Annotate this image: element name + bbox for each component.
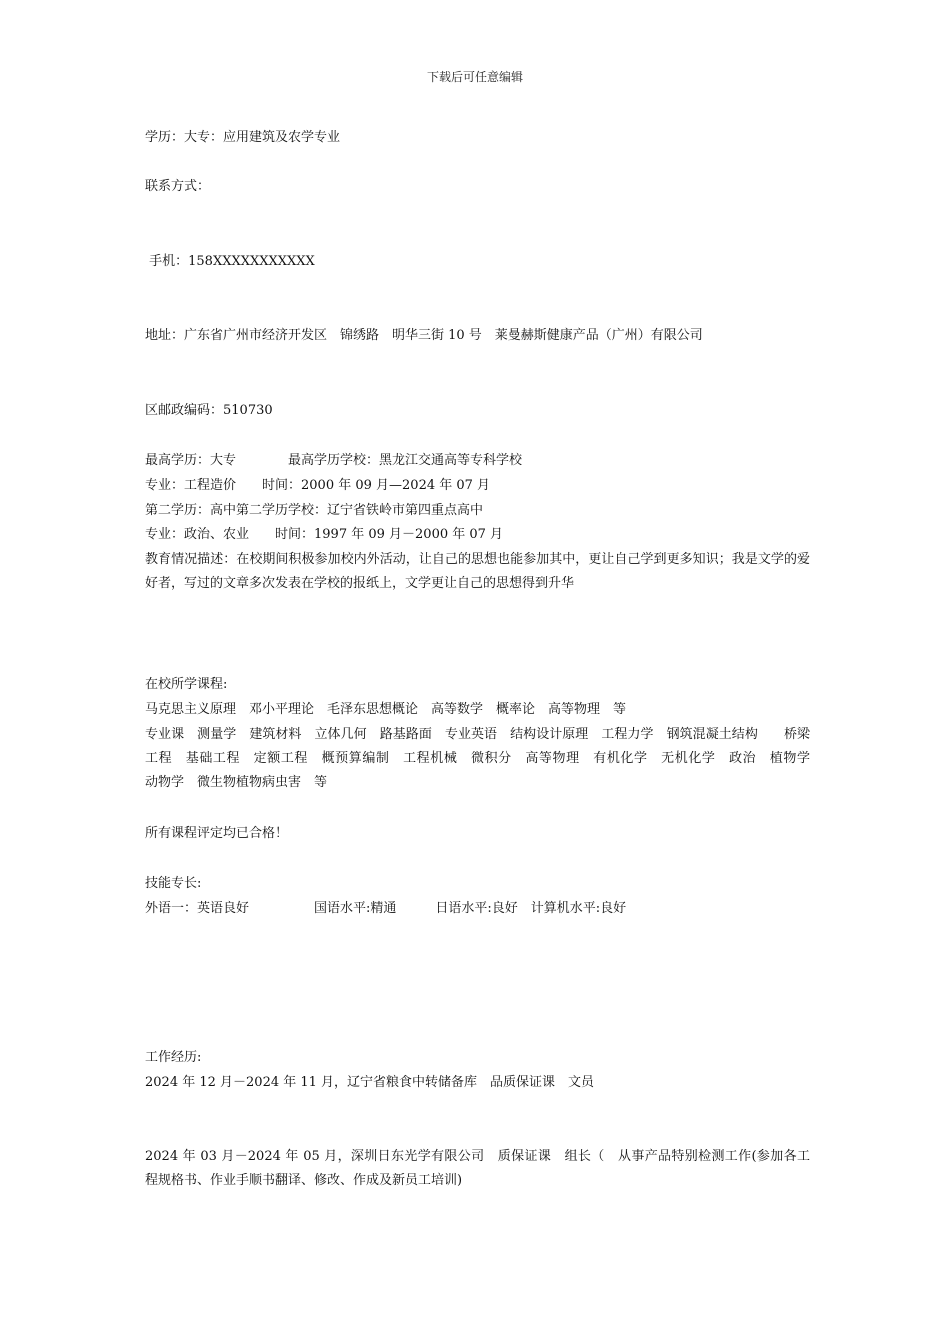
education-description: 教育情况描述：在校期间积极参加校内外活动，让自己的思想也能参加其中，更让自己学到更多知识；我是文学的爱好者，写过的文章多次发表在学校的报纸上，文学更让自己的思想得到升华 [145,552,810,591]
courses-result: 所有课程评定均已合格！ [145,826,289,841]
contact-postal-code: 区邮政编码：510730 [145,403,273,418]
work-item-2: 2024 年 03 月－2024 年 05 月，深圳日东光学有限公司 质保证课 组长（ 从事产品特别检测工作(参加各工 程规格书、作业手顺书翻译、修改、作成及新员工培训) [145,1149,824,1188]
highest-education: 最高学历：大专 最高学历学校：黑龙江交通高等专科学校 [145,453,523,468]
contact-phone: 手机：158XXXXXXXXXXX [145,254,315,269]
work-title: 工作经历: [145,1050,202,1065]
major-courses: 专业课 测量学 建筑材料 立体几何 路基路面 专业英语 结构设计原理 工程力学 钢筑混凝土结构 桥梁工程 基础工程 定额工程 概预算编制 工程机械 微积分 高等物理 有机化学 无机化学 政治 植物学 动物学 微生物植物病虫害 等 [145,727,837,790]
skills-title: 技能专长: [145,876,202,891]
courses-title: 在校所学课程: [145,677,228,692]
page-header: 下载后可任意编辑 [426,70,523,84]
contact-address: 地址：广东省广州市经济开发区 锦绣路 明华三街 10 号 莱曼赫斯健康产品（广州）有限公司 [145,328,703,343]
skills-languages: 外语一：英语良好 国语水平:精通 日语水平:良好 计算机水平:良好 [145,901,627,916]
general-courses: 马克思主义原理 邓小平理论 毛泽东思想概论 高等数学 概率论 高等物理 等 [145,702,627,717]
work-item-1: 2024 年 12 月－2024 年 11 月，辽宁省粮食中转储备库 品质保证课 文员 [145,1075,595,1090]
contact-label: 联系方式： [145,179,211,194]
second-education: 第二学历：高中第二学历学校：辽宁省铁岭市第四重点高中 [145,503,484,518]
education-summary: 学历：大专：应用建筑及农学专业 [145,130,341,145]
major-1: 专业：工程造价 时间：2000 年 09 月—2024 年 07 月 [145,478,491,493]
major-2: 专业：政治、农业 时间：1997 年 09 月－2000 年 07 月 [145,527,504,542]
